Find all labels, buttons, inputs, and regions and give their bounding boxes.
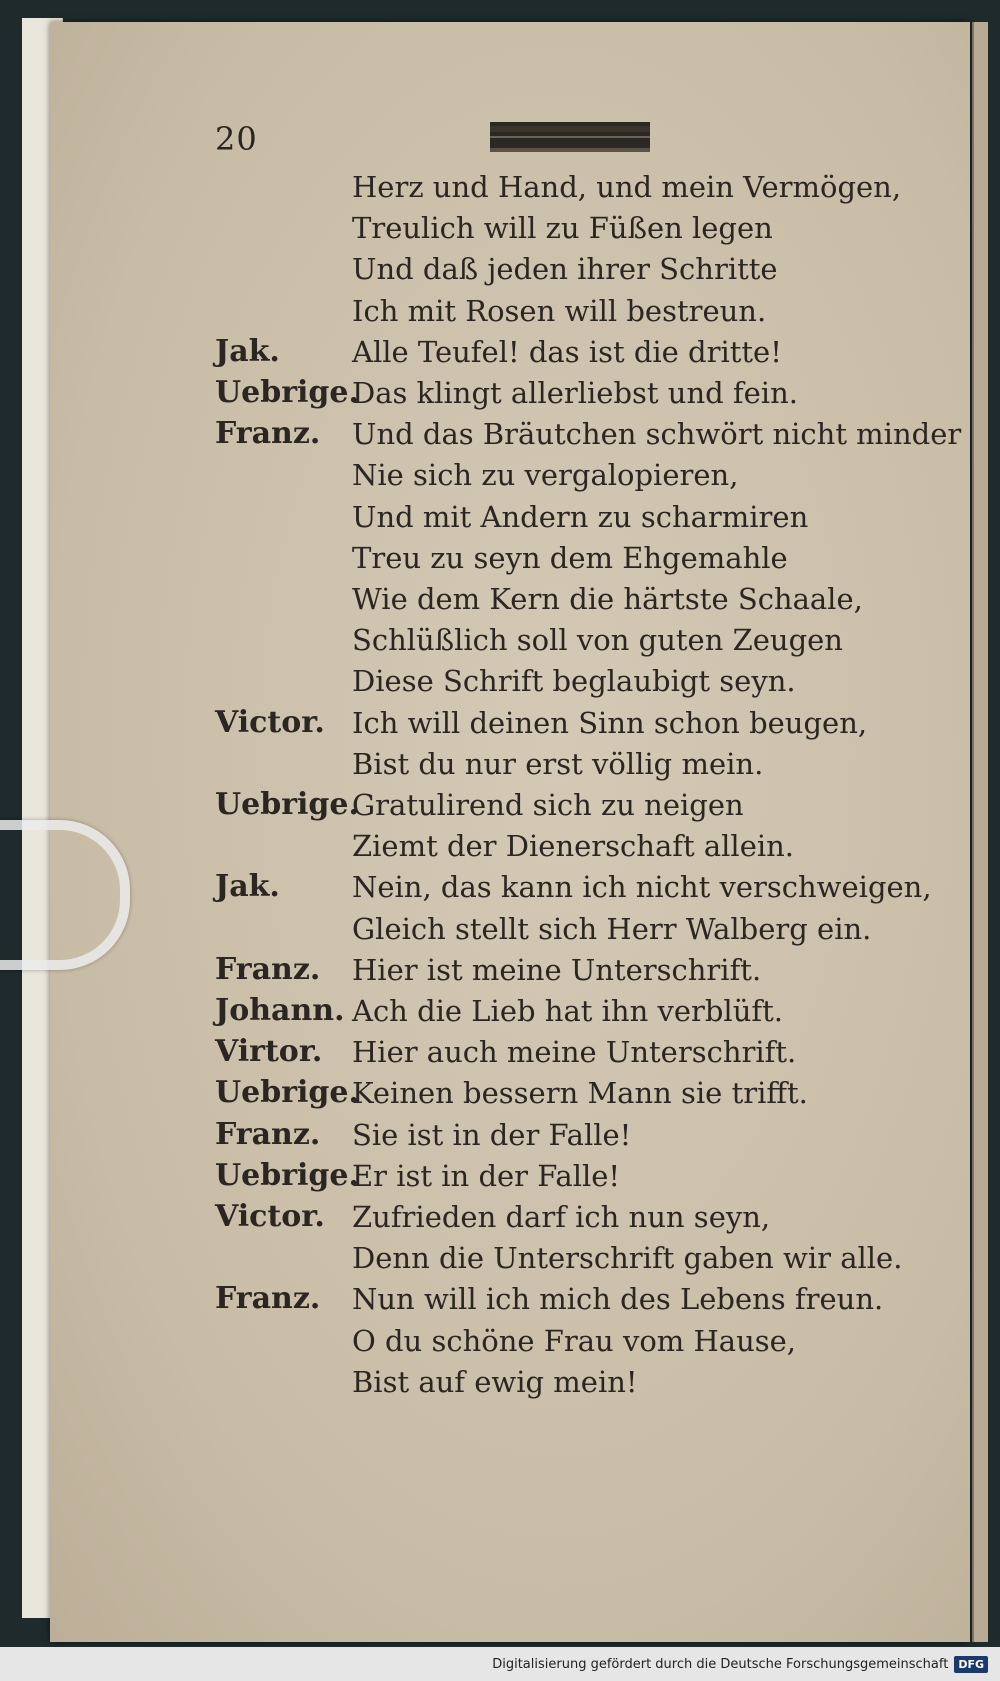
verse-text-line: Schlüßlich soll von guten Zeugen [352,623,843,657]
speaker-name: Uebrige. [215,375,359,410]
verse-line [0,1360,1000,1404]
speaker-name: Jak. [215,869,280,904]
verse-line [0,495,1000,539]
verse-text-line: Hier auch meine Unterschrift. [352,1035,797,1069]
speaker-name: Franz. [215,952,321,987]
page-number: 20 [215,120,258,158]
footer-bar [0,1647,1000,1681]
verse-line [0,453,1000,497]
verse-text-line: Keinen bessern Mann sie trifft. [352,1076,808,1110]
verse-text-line: Hier ist meine Unterschrift. [352,953,762,987]
verse-line [0,371,1000,415]
verse-line [0,865,1000,909]
verse-line [0,907,1000,951]
speaker-name: Victor. [215,1199,325,1234]
speaker-name: Victor. [215,705,325,740]
verse-line [0,412,1000,456]
verse-text-line: Bist auf ewig mein! [352,1365,638,1399]
verse-text-line: Gratulirend sich zu neigen [352,788,744,822]
verse-line [0,1319,1000,1363]
verse-line [0,206,1000,250]
speaker-name: Johann. [215,993,345,1028]
verse-text-line: Ich mit Rosen will bestreun. [352,294,767,328]
verse-text-line: Und mit Andern zu scharmiren [352,500,809,534]
verse-text-line: Zufrieden darf ich nun seyn, [352,1200,771,1234]
verse-line [0,1030,1000,1074]
verse-line [0,247,1000,291]
verse-line [0,824,1000,868]
verse-text-line: Und daß jeden ihrer Schritte [352,252,778,286]
verse-text-line: Er ist in der Falle! [352,1159,621,1193]
speaker-name: Franz. [215,416,321,451]
verse-text-line: Ziemt der Dienerschaft allein. [352,829,795,863]
verse-line [0,577,1000,621]
verse-text-line: Herz und Hand, und mein Vermögen, [352,170,902,204]
verse-line [0,1277,1000,1321]
verse-text-line: Das klingt allerliebst und fein. [352,376,798,410]
speaker-name: Uebrige. [215,787,359,822]
verse-text-line: Nein, das kann ich nicht verschweigen, [352,870,932,904]
verse-text-line: Alle Teufel! das ist die dritte! [352,335,782,369]
verse-line [0,948,1000,992]
verse-line [0,783,1000,827]
verse-text-line: Wie dem Kern die härtste Schaale, [352,582,863,616]
verse-text-line: Sie ist in der Falle! [352,1118,632,1152]
verse-text-line: Treu zu seyn dem Ehgemahle [352,541,788,575]
verse-line [0,618,1000,662]
verse-line [0,659,1000,703]
verse-line [0,742,1000,786]
verse-text-line: Denn die Unterschrift gaben wir alle. [352,1241,903,1275]
verse-line [0,1195,1000,1239]
verse-text-line: Nie sich zu vergalopieren, [352,458,739,492]
speaker-name: Franz. [215,1281,321,1316]
header-ornament [490,122,650,152]
verse-line [0,330,1000,374]
verse-text-line: O du schöne Frau vom Hause, [352,1324,797,1358]
speaker-name: Franz. [215,1117,321,1152]
verse-text-line: Nun will ich mich des Lebens freun. [352,1282,884,1316]
speaker-name: Uebrige. [215,1075,359,1110]
verse-text-line: Und das Bräutchen schwört nicht minder [352,417,962,451]
verse-line [0,701,1000,745]
verse-text-line: Bist du nur erst völlig mein. [352,747,764,781]
speaker-name: Virtor. [215,1034,323,1069]
verse-line [0,1071,1000,1115]
verse-line [0,1154,1000,1198]
verse-line [0,1113,1000,1157]
verse-line [0,165,1000,209]
dfg-logo-icon: DFG [954,1656,988,1673]
verse-text-line: Ach die Lieb hat ihn verblüft. [352,994,783,1028]
verse-line [0,989,1000,1033]
verse-text-line: Gleich stellt sich Herr Walberg ein. [352,912,872,946]
speaker-name: Jak. [215,334,280,369]
verse-text-line: Treulich will zu Füßen legen [352,211,773,245]
speaker-name: Uebrige. [215,1158,359,1193]
verse-line [0,289,1000,333]
verse-text-line: Ich will deinen Sinn schon beugen, [352,706,868,740]
verse-text-line: Diese Schrift beglaubigt seyn. [352,664,796,698]
footer-credit: Digitalisierung gefördert durch die Deutsche Forschungsgemeinschaft [492,1656,949,1672]
verse-line [0,1236,1000,1280]
verse-line [0,536,1000,580]
